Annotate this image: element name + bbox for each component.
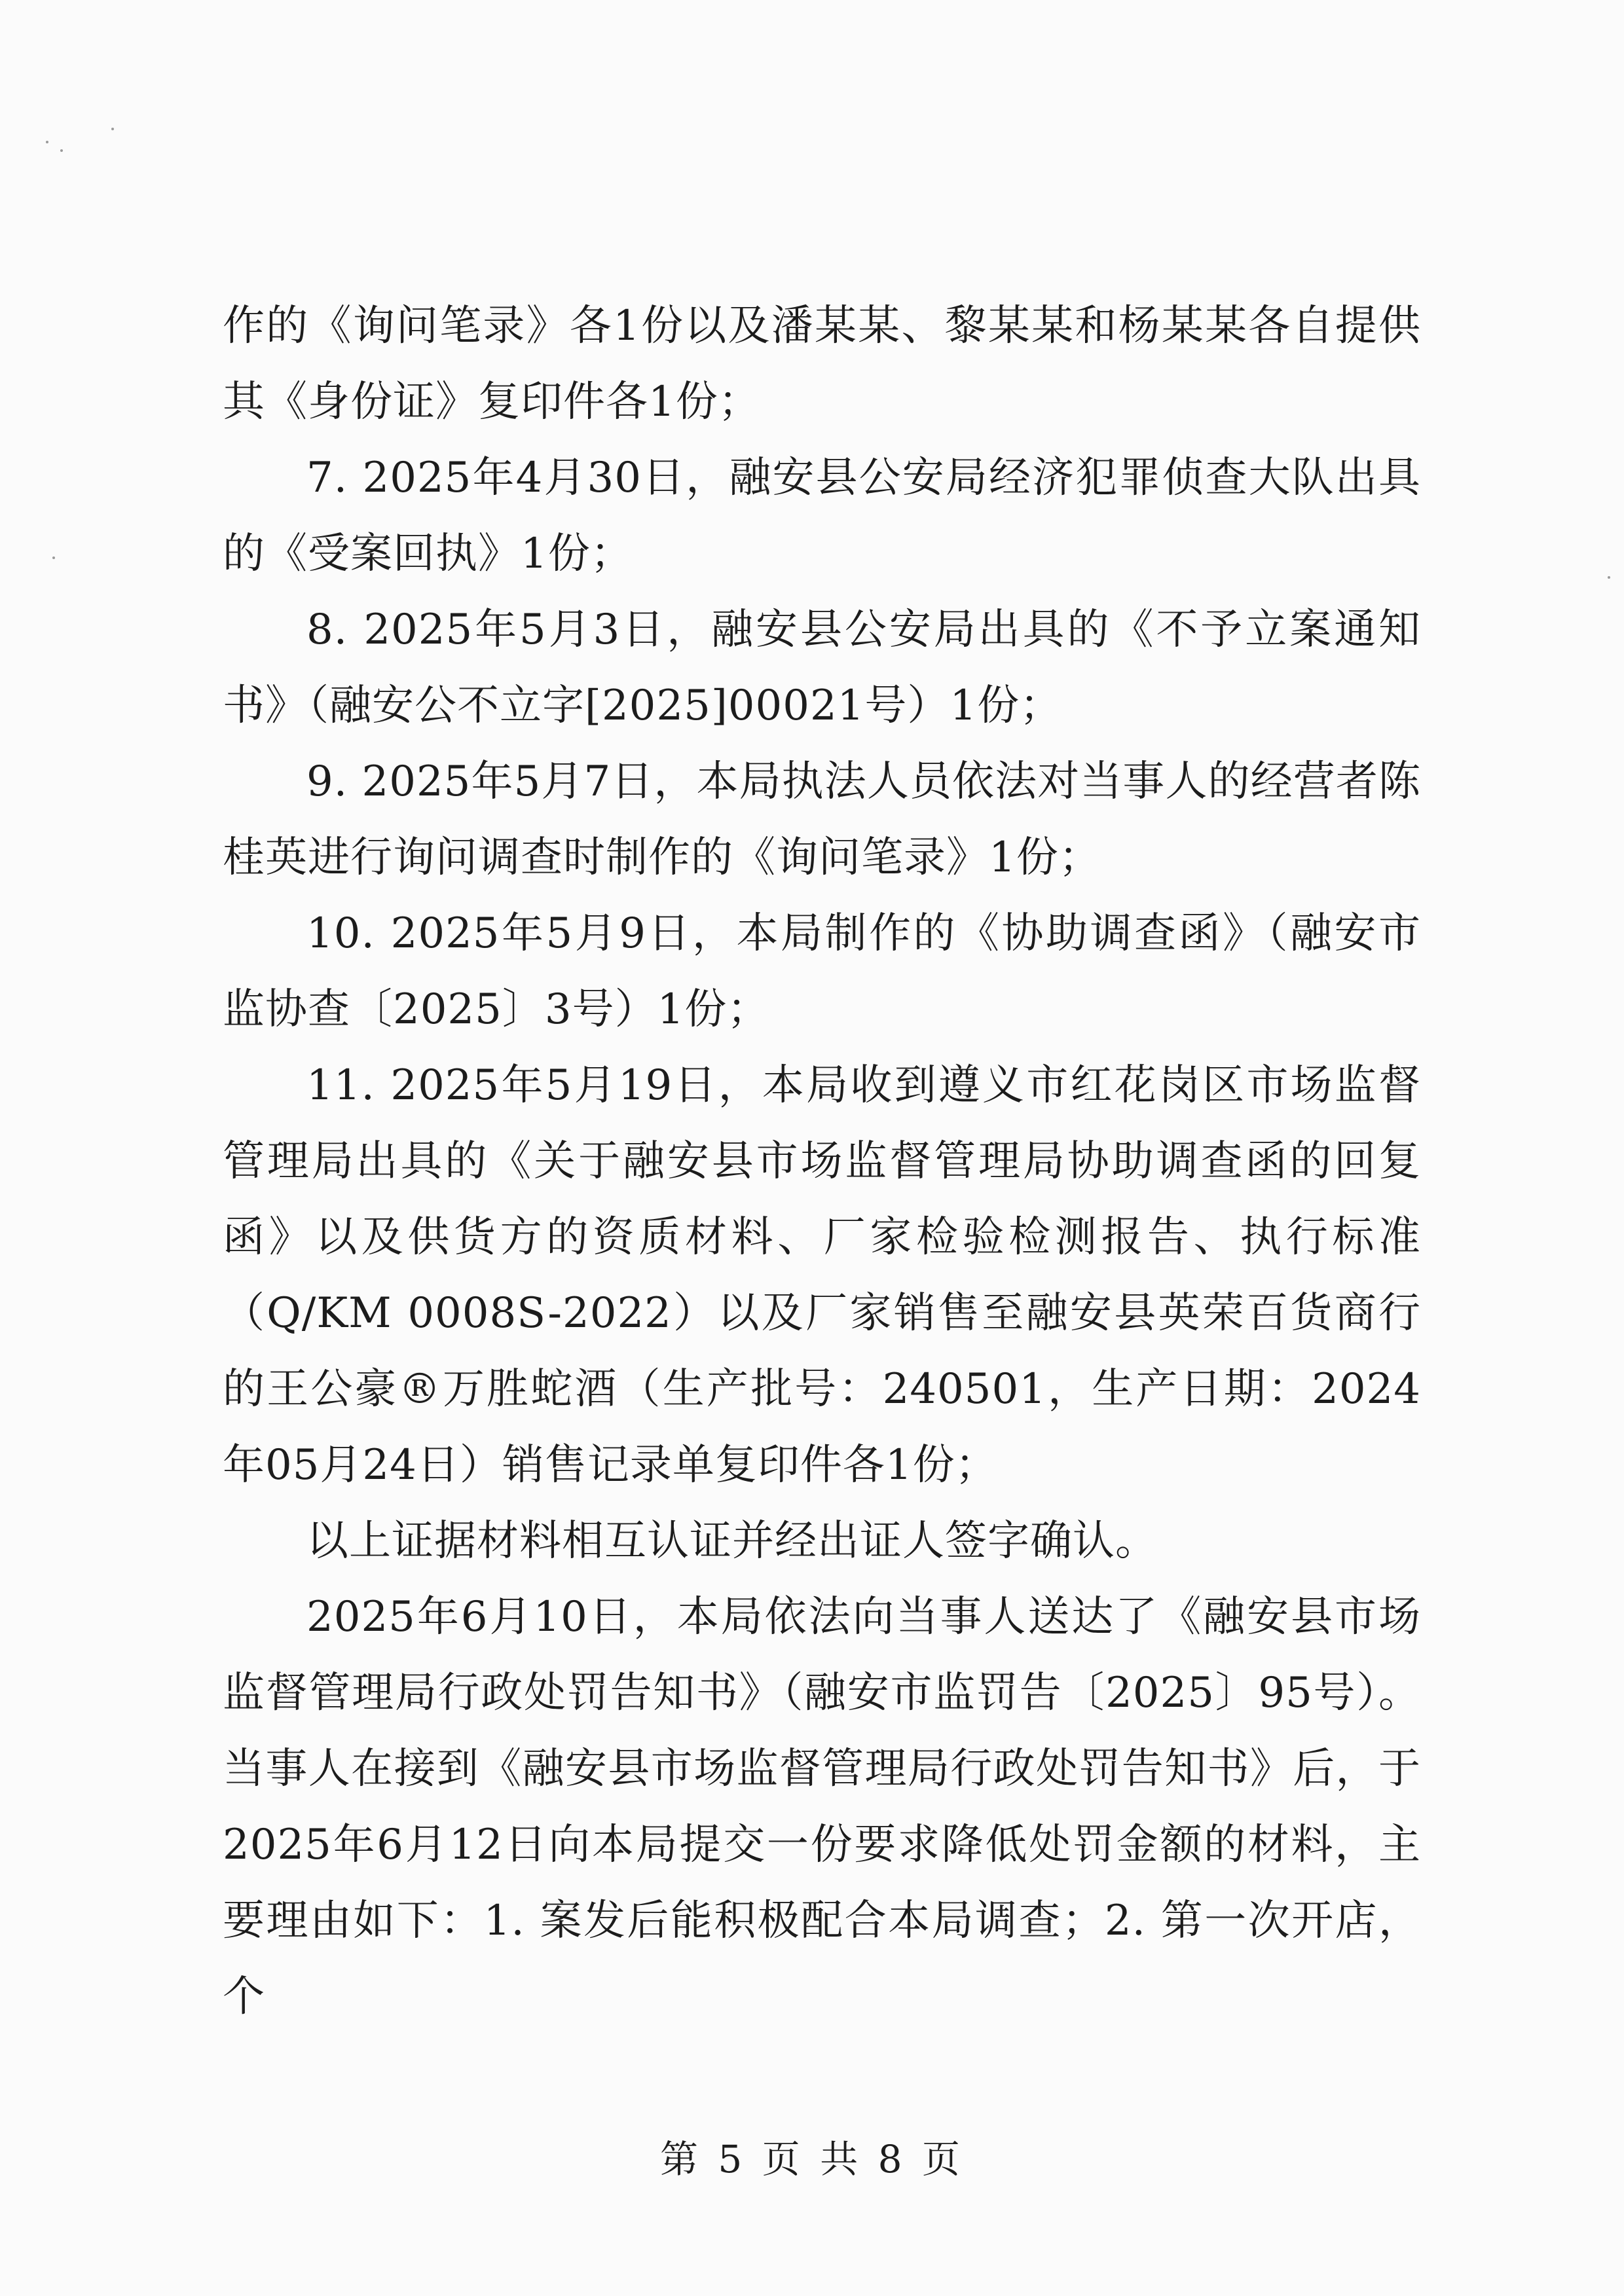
paragraph-evidence-11: 11. 2025年5月19日，本局收到遵义市红花岗区市场监督管理局出具的《关于融安县市场监督管理局协助调查函的回复函》以及供货方的资质材料、厂家检验检测报告、执行标准（Q/KM 0008S-2022）以及厂家销售至融安县英荣百货商行的王公豪®万胜蛇酒（生产批号：240501，生产日期：2024年05月24日）销售记录单复印件各1份； bbox=[223, 1061, 1421, 1489]
scan-speck bbox=[60, 149, 63, 152]
paragraph-evidence-confirmation: 以上证据材料相互认证并经出证人签字确认。 bbox=[306, 1517, 1158, 1565]
paragraph-evidence-8: 8. 2025年5月3日，融安县公安局出具的《不予立案通知书》（融安公不立字[2025]00021号）1份； bbox=[223, 606, 1421, 730]
paragraph-continuation: 作的《询问笔录》各1份以及潘某某、黎某某和杨某某各自提供其《身份证》复印件各1份； bbox=[223, 302, 1421, 426]
paragraph-evidence-7: 7. 2025年4月30日，融安县公安局经济犯罪侦查大队出具的《受案回执》1份； bbox=[223, 454, 1421, 578]
scan-speck bbox=[1608, 576, 1610, 579]
scan-speck bbox=[46, 141, 48, 143]
scan-speck bbox=[111, 128, 114, 130]
document-body bbox=[223, 288, 1421, 2035]
paragraph-notice-delivery: 2025年6月10日，本局依法向当事人送达了《融安县市场监督管理局行政处罚告知书》（融安市监罚告〔2025〕95号）。当事人在接到《融安县市场监督管理局行政处罚告知书》后，于2025年6月12日向本局提交一份要求降低处罚金额的材料，主要理由如下：1. 案发后能积极配合本局调查；2. 第一次开店，个 bbox=[223, 1593, 1421, 2021]
paragraph-evidence-10: 10. 2025年5月9日，本局制作的《协助调查函》（融安市监协查〔2025〕3号）1份； bbox=[223, 909, 1421, 1034]
page-footer: 第 5 页 共 8 页 bbox=[660, 2137, 964, 2181]
paragraph-evidence-9: 9. 2025年5月7日，本局执法人员依法对当事人的经营者陈桂英进行询问调查时制作的《询问笔录》1份； bbox=[223, 757, 1421, 882]
scan-speck bbox=[52, 556, 55, 559]
